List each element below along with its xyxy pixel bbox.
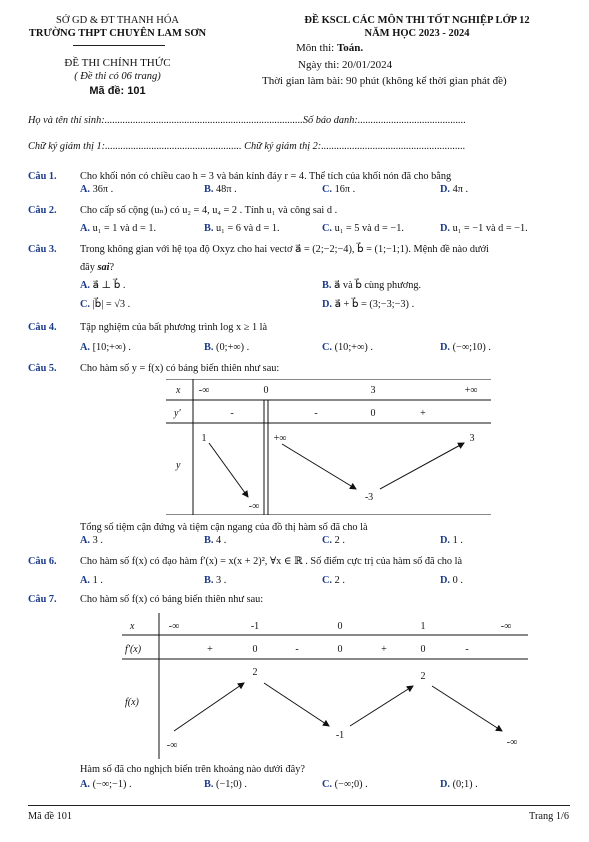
question-3 [28,243,489,256]
t5-y-1: 1 [201,433,207,444]
t7-sign-4: - [465,644,469,655]
question-label: Câu 4. [28,322,57,333]
q3-option-b[interactable]: B. a⃗ và b⃗ cùng phương. [322,280,422,291]
t5-label-x: x [176,385,181,396]
t7-y-neg-inf: -∞ [166,740,178,751]
q2-option-c[interactable]: C. u₁ = 5 và d = −1. [322,223,404,234]
question-7 [28,593,264,606]
q7-option-c[interactable]: C. (−∞;0) . [322,779,368,790]
t5-sign-1: - [230,408,234,419]
variation-table-q7 [122,613,528,759]
question-label: Câu 6. [28,556,57,567]
q4-option-b[interactable]: B. (0;+∞) . [204,342,250,353]
t5-x-3: 3 [370,385,376,396]
t5-x-neg-inf: -∞ [198,385,210,396]
t7-x-minus-1: -1 [250,621,260,632]
subject-value: Toán. [336,42,364,54]
t7-arrow-down-1 [264,683,329,726]
footer-rule [28,805,570,806]
t7-x-0: 0 [337,621,343,632]
exam-time: Thời gian làm bài: 90 phút (không kể thời gian phát đề) [262,75,507,87]
question-3-cont: đây sai? [80,262,115,273]
t5-y-3: 3 [469,433,475,444]
subject-label: Môn thi: [296,42,335,54]
t7-x-end: -∞ [500,621,512,632]
q5-option-d[interactable]: D. 1 . [440,535,463,546]
q7-option-a[interactable]: A. (−∞;−1) . [80,779,132,790]
q5-option-c[interactable]: C. 2 . [322,535,345,546]
q1-option-b[interactable]: B. 48π . [204,184,237,195]
t7-arrow-up-2 [350,686,413,726]
t5-y-minus-3: -3 [364,492,374,503]
t5-arrow-down-2 [282,444,356,489]
pages-note: ( Đề thi có 06 trang) [74,71,161,82]
q4-option-d[interactable]: D. (−∞;10) . [440,342,491,353]
question-label: Câu 7. [28,594,57,605]
q3-option-c[interactable]: C. |b⃗| = √3 . [80,299,131,310]
t7-sign-3: + [381,644,387,655]
supervisor-sign-line: Chữ ký giám thị 1:..................................................... Chữ ký giám thị 2:........................................................ [28,141,466,152]
question-2 [28,204,338,217]
t5-arrow-up [380,443,464,489]
t5-sign-2: - [314,408,318,419]
q6-option-c[interactable]: C. 2 . [322,575,345,586]
question-label: Câu 2. [28,205,57,216]
t5-label-yprime: y′ [174,408,181,419]
question-label: Câu 3. [28,244,57,255]
q7-option-b[interactable]: B. (−1;0) . [204,779,248,790]
question-text: Tập nghiệm của bất phương trình log x ≥ 1 là [80,322,268,333]
question-1 [28,170,452,183]
t7-arrow-up-1 [174,683,244,731]
q2-option-d[interactable]: D. u₁ = −1 và d = −1. [440,223,528,234]
subject-line [296,42,363,55]
t5-label-y: y [176,460,181,471]
t5-x-0: 0 [263,385,269,396]
question-text: Cho khối nón có chiều cao h = 3 và bán kính đáy r = 4. Thể tích của khối nón đã cho bằng [80,171,452,182]
exam-code: Mã đề: 101 [89,85,146,97]
t7-arrow-down-2 [432,686,502,731]
school-name: TRƯỜNG THPT CHUYÊN LAM SƠN [28,28,207,39]
question-4 [28,321,268,334]
q2-option-a[interactable]: A. u₁ = 1 và d = 1. [80,223,157,234]
question-text: Cho hàm số f(x) có đạo hàm f′(x) = x(x + 2)², ∀x ∈ ℝ . Số điểm cực trị của hàm số đã cho là [80,556,463,567]
t7-sign-2: - [295,644,299,655]
question-text: Cho cấp số cộng (uₙ) có u₂ = 4, u₄ = 2 . Tính u₁ và công sai d . [80,205,338,216]
q1-option-a[interactable]: A. 36π . [80,184,114,195]
exam-date: Ngày thi: 20/01/2024 [298,59,393,71]
t7-sign-zero-1: 0 [252,644,258,655]
question-label: Câu 5. [28,363,57,374]
q2-option-b[interactable]: B. u₁ = 6 và d = 1. [204,223,280,234]
t5-y-pos-inf: +∞ [273,433,287,444]
question-6 [28,555,463,568]
t7-y-2b: 2 [420,671,426,682]
t7-y-minus-1: -1 [335,730,345,741]
q3-option-d[interactable]: D. a⃗ + b⃗ = (3;−3;−3) . [322,299,415,310]
t7-y-2a: 2 [252,667,258,678]
t7-label-fprime: f′(x) [125,644,142,655]
t7-sign-zero-2: 0 [337,644,343,655]
question-5 [28,362,280,375]
q1-option-c[interactable]: C. 16π . [322,184,356,195]
q6-option-b[interactable]: B. 3 . [204,575,227,586]
t7-sign-zero-3: 0 [420,644,426,655]
department: SỞ GD & ĐT THANH HÓA [56,15,179,26]
school-year: NĂM HỌC 2023 - 2024 [364,28,470,39]
header-rule [73,45,165,46]
t5-sign-3: + [420,408,426,419]
emphasis-word: sai [97,262,110,273]
t7-y-end: -∞ [506,737,518,748]
q1-option-d[interactable]: D. 4π . [440,184,469,195]
candidate-info-line: Họ và tên thí sinh:.............................................................................Số báo danh:.......................................... [28,115,466,126]
q4-option-a[interactable]: A. [10;+∞) . [80,342,131,353]
t7-x-1: 1 [420,621,426,632]
exam-title: ĐỀ KSCL CÁC MÔN THI TỐT NGHIỆP LỚP 12 [304,15,530,26]
question-text: Cho hàm số y = f(x) có bảng biến thiên như sau: [80,363,280,374]
t7-label-x: x [130,621,135,632]
footer-exam-code: Mã đề 101 [28,811,73,822]
q6-option-d[interactable]: D. 0 . [440,575,463,586]
question-5-after: Tổng số tiệm cận đứng và tiệm cận ngang của đồ thị hàm số đã cho là [80,522,368,533]
q6-option-a[interactable]: A. 1 . [80,575,103,586]
q5-option-b[interactable]: B. 4 . [204,535,227,546]
t7-label-fx: f(x) [125,697,139,708]
q5-option-a[interactable]: A. 3 . [80,535,103,546]
official-label: ĐỀ THI CHÍNH THỨC [64,57,171,69]
q4-option-c[interactable]: C. (10;+∞) . [322,342,373,353]
t7-x-neg-inf: -∞ [168,621,180,632]
question-7-after: Hàm số đã cho nghịch biến trên khoảng nào dưới đây? [80,764,305,775]
t5-x-pos-inf: +∞ [464,385,478,396]
t5-y-neg-inf: -∞ [248,501,260,512]
q7-option-d[interactable]: D. (0;1) . [440,779,478,790]
question-label: Câu 1. [28,171,57,182]
t5-arrow-down-1 [209,443,248,497]
question-text: Cho hàm số f(x) có bảng biến thiên như sau: [80,594,264,605]
variation-table-q5 [166,379,491,515]
footer-page-number: Trang 1/6 [529,811,569,822]
t7-sign-1: + [207,644,213,655]
question-text: Trong không gian với hệ tọa độ Oxyz cho hai vectơ a⃗ = (2;−2;−4), b⃗ = (1;−1;1). Mệnh đề nào dưới [80,244,489,255]
t5-sign-zero: 0 [370,408,376,419]
q3-option-a[interactable]: A. a⃗ ⊥ b⃗ . [80,280,126,291]
